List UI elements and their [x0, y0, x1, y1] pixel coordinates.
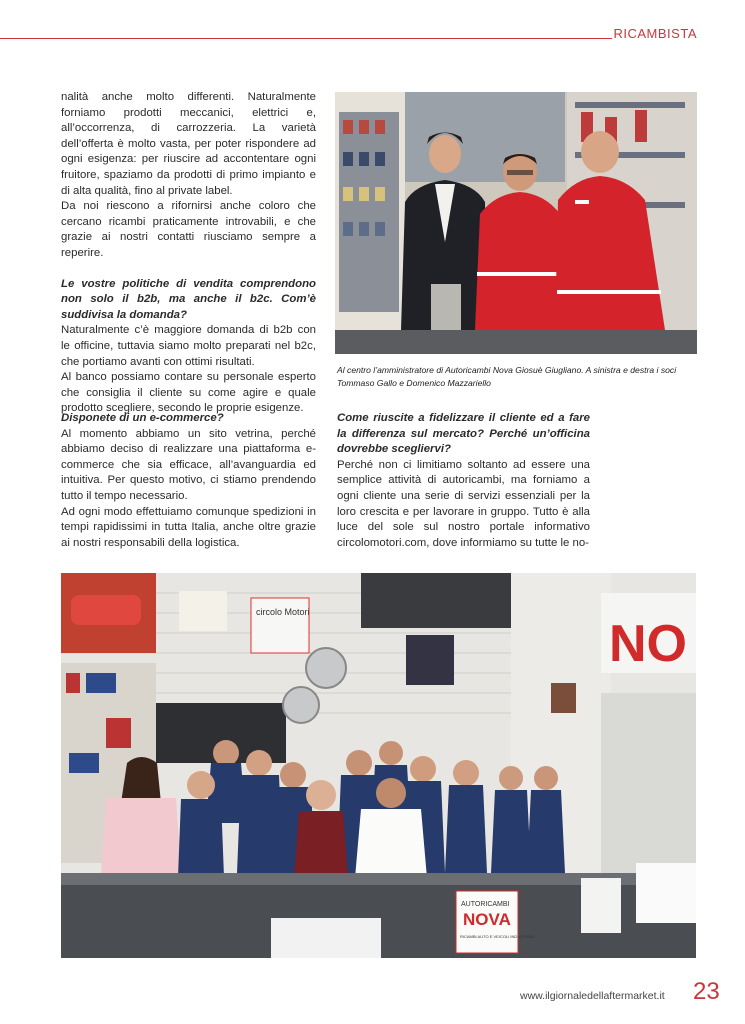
paragraph: Da noi riescono a rifornirsi anche coloro che cercano ricambi praticamente introvabili, e che grazie ai nostri contatti riusciamo sempre a reperire. [61, 200, 316, 259]
paragraph: Al banco possiamo contare su personale esperto che consiglia il cliente su come agire e quale prodotto scegliere, secondo le proprie esigenze. [61, 371, 316, 415]
photo-team [61, 573, 696, 958]
header-rule [0, 38, 612, 39]
text-column-left-bottom [61, 411, 316, 551]
counter-sign-sub: RICAMBI AUTO E VEICOLI INDUSTRIALI [460, 934, 536, 939]
wall-sign: NO [609, 615, 687, 673]
interview-question: Le vostre politiche di vendita comprendono non solo il b2b, ma anche il b2c. Com’è suddivisa la domanda? [61, 277, 316, 321]
counter-sign-brand: NOVA [463, 910, 511, 929]
counter-sign-top: AUTORICAMBI [461, 901, 510, 908]
paragraph: Perché non ci limitiamo soltanto ad essere una semplice attività di autoricambi, ma forniamo a ogni cliente una serie di servizi essenziali per la loro crescita e per lavorare in gruppo. Tutto è alla luce del sole sul nostro portale informativo circolomotori.com, dove informiamo su tutte le no- [337, 458, 590, 549]
text-column-right-bottom [337, 411, 590, 551]
website-url: www.ilgiornaledellaftermarket.it [520, 990, 665, 1002]
paragraph: nalità anche molto differenti. Naturalmente forniamo prodotti meccanici, elettrici e, all’occorrenza, di carrozzeria. La varietà dell’offerta è molto vasta, per poter rispondere ad ogni esigenza: per riuscire ad accontentare ogni fruitore, spaziamo da prodotti di primo impianto e di alta qualità, fino al private label. [61, 91, 316, 197]
page-number: 23 [693, 978, 720, 1005]
photo-caption: Al centro l’amministratore di Autoricambi Nova Giosuè Giugliano. A sinistra e destra i soci Tommaso Gallo e Domenico Mazzariello [337, 365, 677, 388]
section-label: RICAMBISTA [613, 26, 697, 41]
photo-owners [335, 92, 697, 354]
paragraph: Ad ogni modo effettuiamo comunque spedizioni in tempi rapidissimi in tutta Italia, anche oltre grazie ai nostri responsabili della logistica. [61, 505, 316, 549]
text-column-left-top [61, 90, 316, 417]
paragraph: Al momento abbiamo un sito vetrina, perché abbiamo deciso di realizzare una piattaforma e-commerce che sia efficace, all’avanguardia ed intuitiva. Per questo motivo, ci stiamo prendendo tutto il tempo necessario. [61, 427, 316, 502]
interview-question: Disponete di un e-commerce? [61, 412, 224, 424]
poster-label: circolo Motori [256, 607, 310, 617]
paragraph: Naturalmente c’è maggiore domanda di b2b con le officine, tuttavia siamo molto preparati nel b2c, che portiamo avanti con ottimi risultati. [61, 324, 316, 368]
interview-question: Come riuscite a fidelizzare il cliente ed a fare la differenza sul mercato? Perché un’officina dovrebbe scegliervi? [337, 412, 590, 456]
